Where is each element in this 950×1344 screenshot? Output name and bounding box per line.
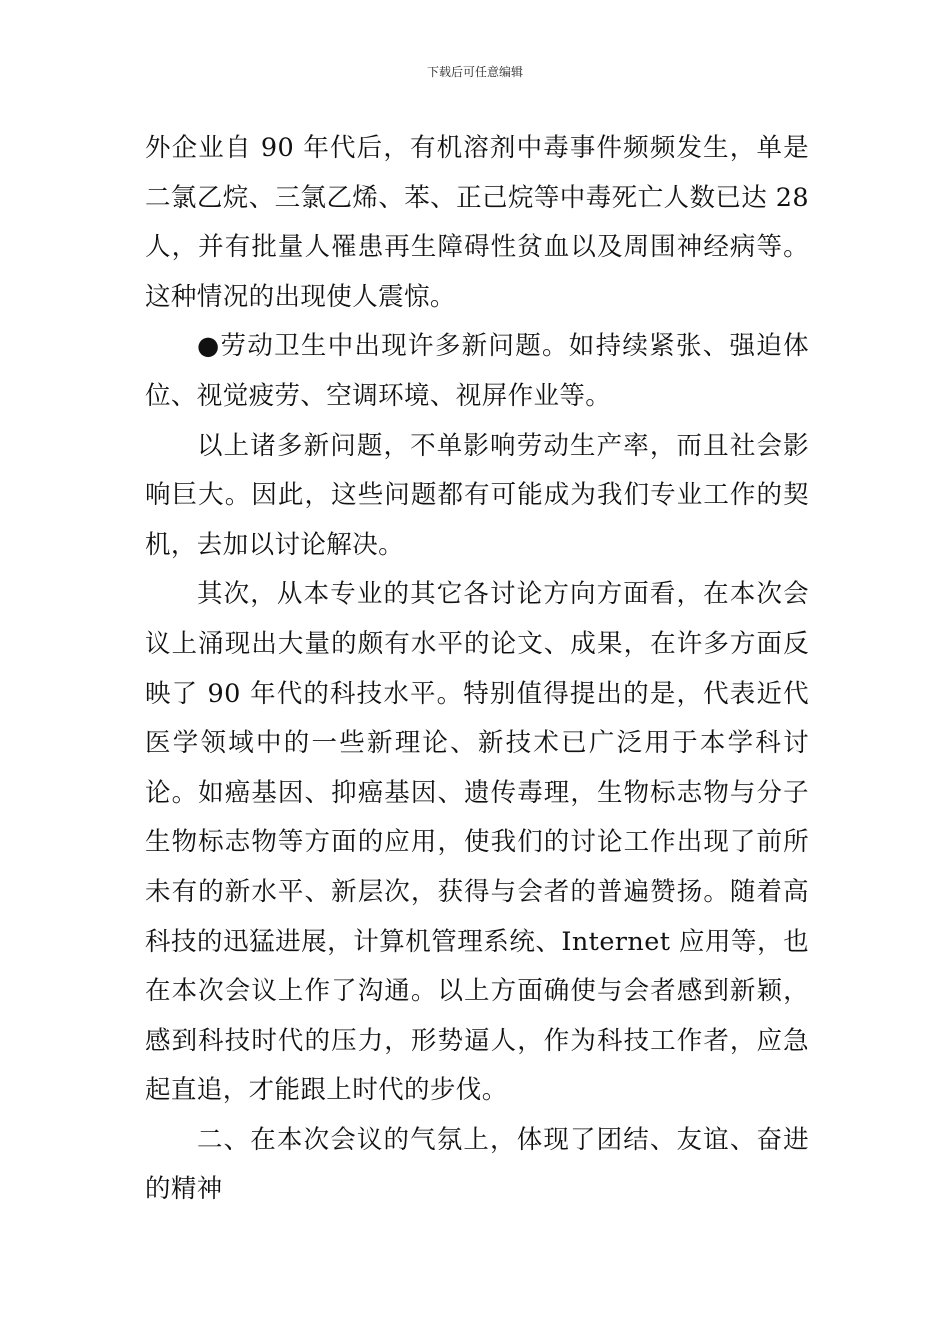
- paragraph-bullet-occupational-health: ●劳动卫生中出现许多新问题。如持续紧张、强迫体位、视觉疲劳、空调环境、视屏作业等。: [145, 331, 809, 411]
- paragraph-continuation: 外企业自 90 年代后，有机溶剂中毒事件频频发生，单是二氯乙烷、三氯乙烯、苯、正己烷等中毒死亡人数已达 28 人，并有批量人罹患再生障碍性贫血以及周围神经病等。这种情况的出现使人震惊。: [145, 133, 809, 312]
- section-heading-meeting-atmosphere: 二、在本次会议的气氛上，体现了团结、友谊、奋进的精神: [145, 1124, 809, 1205]
- document-body: [145, 124, 809, 1215]
- paragraph-new-problems: 以上诸多新问题，不单影响劳动生产率，而且社会影响巨大。因此，这些问题都有可能成为我们专业工作的契机，去加以讨论解决。: [145, 430, 809, 560]
- page-header: 下载后可任意编辑: [426, 65, 523, 79]
- paragraph-research-directions: 其次，从本专业的其它各讨论方向方面看，在本次会议上涌现出大量的颇有水平的论文、成果，在许多方面反映了 90 年代的科技水平。特别值得提出的是，代表近代医学领域中的一些新理论、新技术已广泛用于本学科讨论。如癌基因、抑癌基因、遗传毒理，生物标志物与分子生物标志物等方面的应用，使我们的讨论工作出现了前所未有的新水平、新层次，获得与会者的普遍赞扬。随着高科技的迅猛进展，计算机管理系统、Internet 应用等，也在本次会议上作了沟通。以上方面确使与会者感到新颖，感到科技时代的压力，形势逼人，作为科技工作者，应急起直追，才能跟上时代的步伐。: [145, 579, 809, 1106]
